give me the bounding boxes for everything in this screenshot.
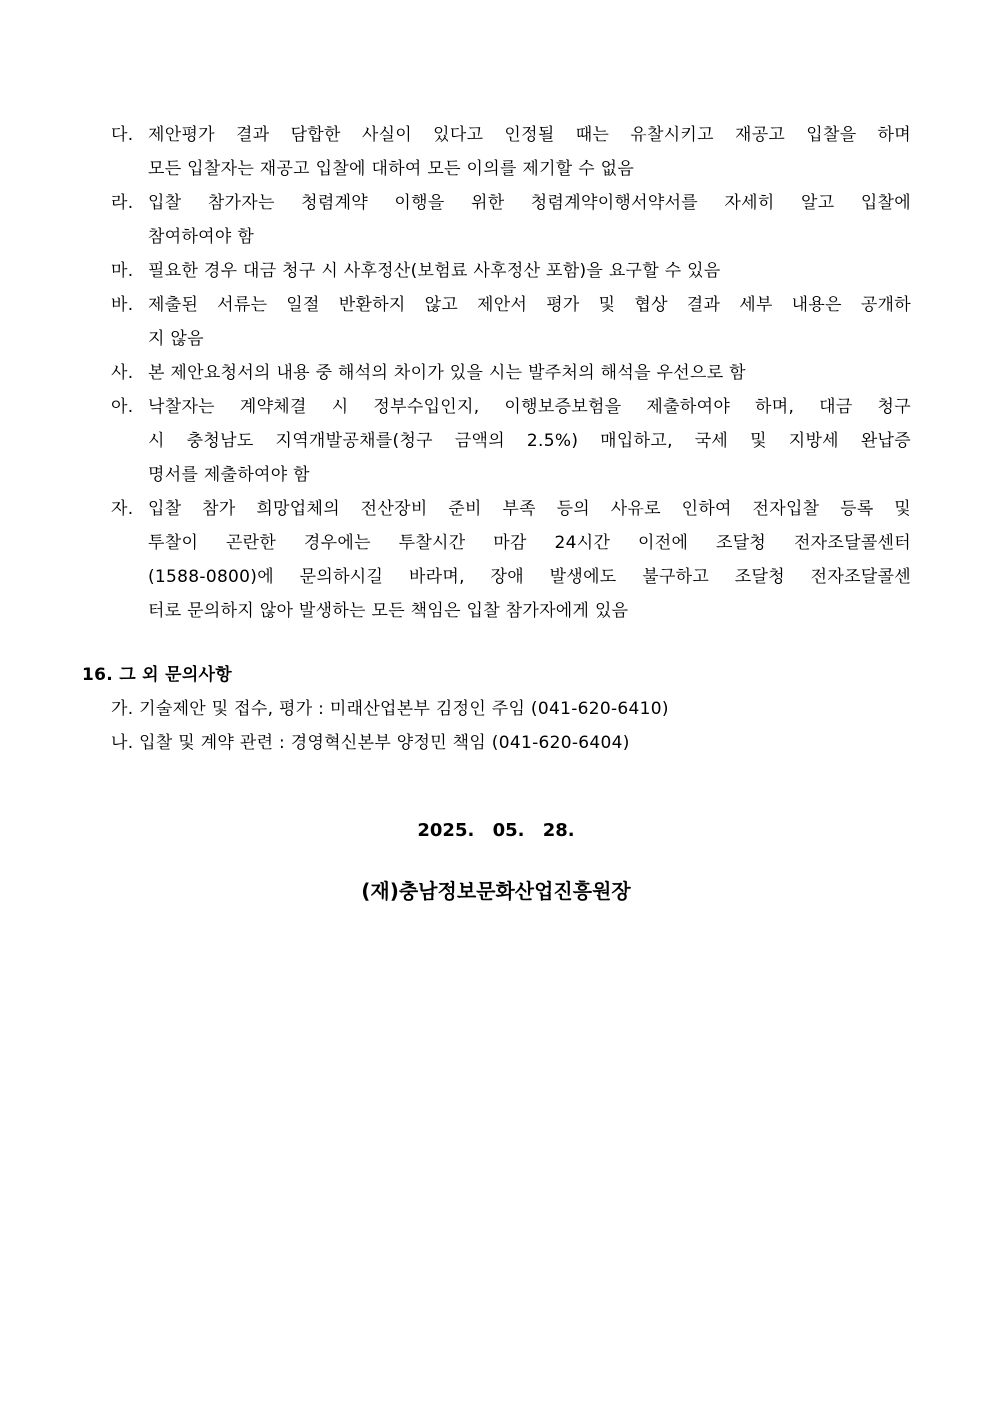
item-text-line: 투찰이 곤란한 경우에는 투찰시간 마감 24시간 이전에 조달청 전자조달콜센터 bbox=[148, 533, 911, 553]
item-text bbox=[148, 492, 911, 628]
issuer-name: (재)충남정보문화산업진흥원장 bbox=[361, 879, 631, 903]
notice-item bbox=[111, 186, 911, 254]
section-heading: 16. 그 외 문의사항 bbox=[82, 665, 233, 685]
contact-technical-proposal: 가. 기술제안 및 접수, 평가 : 미래산업본부 김정인 주임 (041-620-6410) bbox=[111, 699, 669, 719]
document-date: 2025. 05. 28. bbox=[417, 820, 575, 841]
item-marker: 아. bbox=[111, 397, 134, 417]
item-text-line: 낙찰자는 계약체결 시 정부수입인지, 이행보증보험을 제출하여야 하며, 대금 청구 bbox=[148, 397, 911, 417]
item-marker: 마. bbox=[111, 261, 134, 281]
item-marker: 사. bbox=[111, 363, 134, 383]
item-text-line: 명서를 제출하여야 함 bbox=[148, 465, 310, 485]
item-text bbox=[148, 356, 911, 390]
item-text-line: 제출된 서류는 일절 반환하지 않고 제안서 평가 및 협상 결과 세부 내용은 공개하 bbox=[148, 295, 911, 315]
item-text bbox=[148, 186, 911, 254]
item-marker: 다. bbox=[111, 125, 134, 145]
item-text-line: 시 충청남도 지역개발공채를(청구 금액의 2.5%) 매입하고, 국세 및 지방세 완납증 bbox=[148, 431, 911, 451]
item-text-line: 제안평가 결과 담합한 사실이 있다고 인정될 때는 유찰시키고 재공고 입찰을 하며 bbox=[148, 125, 911, 145]
contact-bid-contract: 나. 입찰 및 계약 관련 : 경영혁신본부 양정민 책임 (041-620-6404) bbox=[111, 733, 630, 753]
item-text bbox=[148, 390, 911, 492]
item-text-line: 터로 문의하지 않아 발생하는 모든 책임은 입찰 참가자에게 있음 bbox=[148, 601, 629, 621]
item-text bbox=[148, 118, 911, 186]
notice-item bbox=[111, 288, 911, 356]
notice-item bbox=[111, 118, 911, 186]
item-text bbox=[148, 288, 911, 356]
notice-item bbox=[111, 254, 911, 288]
item-text-line: (1588-0800)에 문의하시길 바라며, 장애 발생에도 불구하고 조달청 전자조달콜센 bbox=[148, 567, 911, 587]
item-text-line: 모든 입찰자는 재공고 입찰에 대하여 모든 이의를 제기할 수 없음 bbox=[148, 159, 635, 179]
item-marker: 라. bbox=[111, 193, 134, 213]
notice-item bbox=[111, 390, 911, 492]
notice-item bbox=[111, 492, 911, 628]
notice-item bbox=[111, 356, 911, 390]
item-text-line: 지 않음 bbox=[148, 329, 204, 349]
item-text-line: 본 제안요청서의 내용 중 해석의 차이가 있을 시는 발주처의 해석을 우선으로 함 bbox=[148, 363, 746, 383]
item-marker: 바. bbox=[111, 295, 134, 315]
item-text bbox=[148, 254, 911, 288]
item-text-line: 입찰 참가 희망업체의 전산장비 준비 부족 등의 사유로 인하여 전자입찰 등록 및 bbox=[148, 499, 911, 519]
item-text-line: 참여하여야 함 bbox=[148, 227, 255, 247]
item-text-line: 입찰 참가자는 청렴계약 이행을 위한 청렴계약이행서약서를 자세히 알고 입찰에 bbox=[148, 193, 911, 213]
item-text-line: 필요한 경우 대금 청구 시 사후정산(보험료 사후정산 포함)을 요구할 수 있음 bbox=[148, 261, 721, 281]
item-marker: 자. bbox=[111, 499, 134, 519]
